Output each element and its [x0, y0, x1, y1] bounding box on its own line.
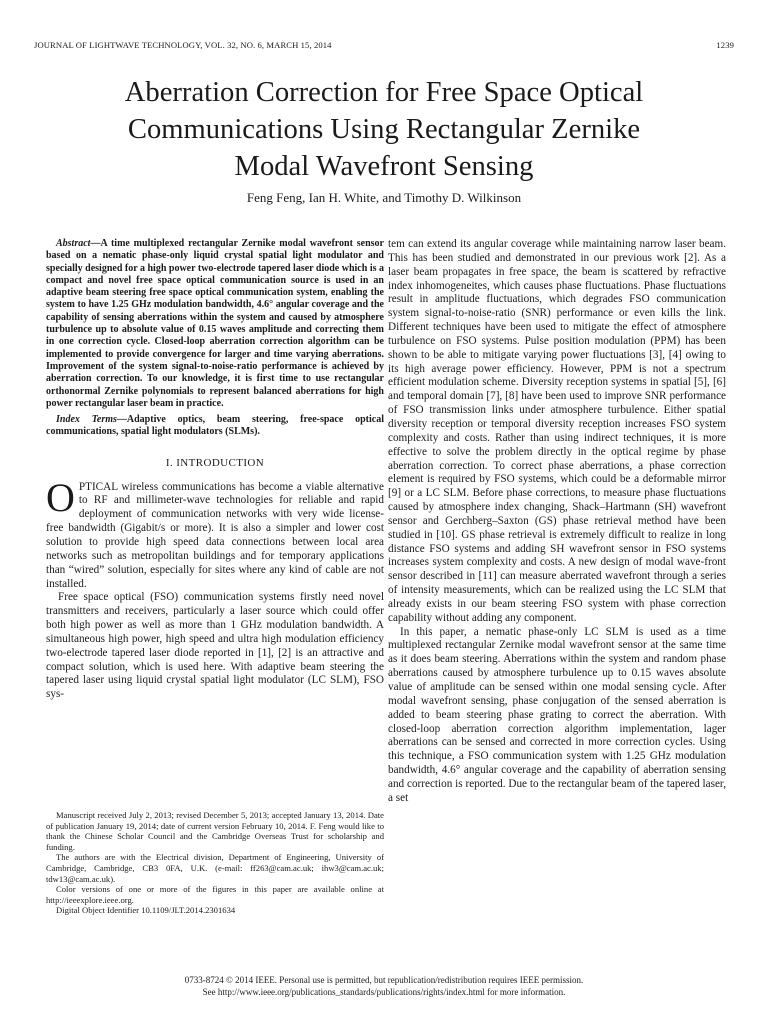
- footnote-affiliation: The authors are with the Electrical division, Department of Engineering, University of Cambridge, Cambridge, CB3 0FA, U.K. (e-mail: ff263@cam.ac.uk; ihw3@cam.ac.uk; tdw13@cam.ac.uk).: [46, 852, 384, 884]
- footnote-color-versions: Color versions of one or more of the figures in this paper are available online at http://ieeexplore.ieee.org.: [46, 884, 384, 905]
- footnote-manuscript: Manuscript received July 2, 2013; revised December 5, 2013; accepted January 13, 2014. Date of publication January 19, 2014; date of current version February 10, 2014. F. Feng would like to thank the Chinese Scholar Council and the Cambridge Overseas Trust for scholarship and funding.: [46, 810, 384, 852]
- abstract-text: —A time multiplexed rectangular Zernike modal wavefront sensor based on a nematic phase-only liquid crystal spatial light modulator and specially designed for a high power two-electrode tapered laser diode which is a compact and novel free space optical communication source is used in an adaptive beam steering free space optical communication system, enabling the system to have 1.25 GHz modulation bandwidth, 4.6° angular coverage and the capability of sensing aberrations within the system and caused by atmosphere turbulence up to absolute value of 0.15 waves amplitude and correcting them in one correction cycle. Closed-loop aberration correction algorithm can be implemented to provide convergence for larger and time varying aberrations. Improvement of the system signal-to-noise-ratio performance is achieved by aberration correction. To our knowledge, it is first time to use rectangular orthonormal Zernike polynomials to represent balanced aberrations for high power rectangular laser beam in practice.: [46, 238, 384, 409]
- copyright-notice: [40, 974, 728, 998]
- title-line: Aberration Correction for Free Space Optical: [124, 77, 644, 108]
- introduction-body: [46, 474, 384, 703]
- section-heading-introduction: I. INTRODUCTION: [165, 456, 265, 469]
- page-number: 1239: [716, 40, 734, 50]
- copyright-link-line: See http://www.ieee.org/publications_standards/publications/rights/index.html for more information.: [202, 987, 566, 997]
- running-header: [34, 40, 734, 50]
- footnote-doi: Digital Object Identifier 10.1109/JLT.2014.2301634: [56, 905, 236, 916]
- title-line: Communications Using Rectangular Zernike: [127, 114, 641, 145]
- intro-paragraph: Free space optical (FSO) communication systems firstly need novel transmitters and receivers, particularly a laser source which could offer both high power as well as more than 1 GHz modulation bandwidth. A simultaneous high power, high speed and ultra high modulation efficiency two-electrode tapered laser diode reported in [1], [2] is an attractive and compact solution, which is used here. With adaptive beam steering the tapered laser using liquid crystal spatial light modulator (LC SLM), FSO sys-: [46, 591, 384, 701]
- author-list: Feng Feng, Ian H. White, and Timothy D. Wilkinson: [246, 190, 522, 205]
- drop-cap: O: [46, 474, 75, 520]
- abstract: [46, 238, 384, 410]
- body-paragraph: tem can extend its angular coverage while maintaining narrow laser beam. This has been studied and demonstrated in our previous work [2]. As a laser beam propagates in free space, the beam is scattered by refractive index inhomogeneites, which causes phase fluctuations. Phase fluctuations result in amplitude fluctuations, which degrades FSO communication system signal-to-noise-ratio (SNR) performance or even kills the link. Different techniques have been used to mitigate the effect of atmosphere turbulence on FSO systems. Pulse position modulation (PPM) has been shown to be able to mitigate varying power fluctuations [3], [4] owing to its high average power efficiency. However, PPM is not a spectrum efficient modulation scheme. Diversity reception systems in spatial [5], [6] and temporal domain [7], [8] have been used to improve SNR performance of FSO transmission links under atmosphere turbulence. Either spatial diversity reception or temporal diversity reception increases FSO system complexity and costs. Rather than using indirect techniques, it is more effective to solve the problem directly in the optical regime by phase aberration correction. To correct phase aberrations, a phase correction element is required by FSO systems, which could be a deformable mirror [9] or a LC SLM. Before phase corrections, to measure phase fluctuations caused by atmosphere index changing, Shack–Hartmann (SH) wavefront sensor and Gerchberg–Saxton (GS) phase retrieval method have been studied in [10]. GS phase retrieval is extremely difficult to realize in long distance FSO systems and adding SH wavefront sensor in FSO systems increases system complexity and costs. A new design of modal wave-front sensor described in [11] can measure aberrated wavefront through a series of intensity measurements, which can be realized using the LC SLM that already exists in our beam steering FSO system with phase correction capability without adding any component.: [388, 238, 726, 624]
- journal-name: JOURNAL OF LIGHTWAVE TECHNOLOGY, VOL. 32, NO. 6, MARCH 15, 2014: [34, 40, 332, 50]
- body-paragraph: In this paper, a nematic phase-only LC SLM is used as a time multiplexed rectangular Zernike modal wavefront sensor at the same time as it does beam steering. Aberrations within the system and random phase aberrations caused by atmosphere turbulence up to 0.15 waves absolute value of amplitude can be sensed within one modal sensing cycle. After modal wavefront sensing, phase conjugation of the sensed aberration is added to beam steering phase grating to correct the aberration. With closed-loop aberration correction algorithm implementation, lager aberrations can be sensed and corrected in more correction cycles. Using this technique, a FSO communication system with 1.25 GHz modulation bandwidth, 4.6° angular coverage and the capability of aberration sensing and correction is reported. Due to the rectangular beam of the tapered laser, a set: [388, 625, 726, 804]
- left-column: [46, 238, 384, 702]
- right-column: [388, 238, 726, 806]
- intro-paragraph: [46, 474, 384, 592]
- intro-paragraph-text: PTICAL wireless communications has become a viable alternative to RF and millimeter-wave technologies for reliable and rapid deployment of communication networks with very wide license-free bandwidth (Gigabit/s or more). It is also a simpler and lower cost solution to provide high speed data connections between local area networks such as metropolitan buildings and for temporary applications than “wired” solution, especially for sites where any kind of cable are not installed.: [46, 480, 384, 590]
- copyright-line: 0733-8724 © 2014 IEEE. Personal use is permitted, but republication/redistribution requires IEEE permission.: [184, 975, 584, 985]
- footnotes: [46, 810, 384, 916]
- title-line: Modal Wavefront Sensing: [234, 151, 534, 182]
- paper-title: [40, 74, 728, 185]
- abstract-label: Abstract: [56, 238, 91, 249]
- index-terms-text: —Adaptive optics, beam steering, free-space optical communications, spatial light modulators (SLMs).: [46, 414, 384, 438]
- index-terms: [46, 414, 384, 439]
- index-terms-label: Index Terms: [56, 414, 117, 426]
